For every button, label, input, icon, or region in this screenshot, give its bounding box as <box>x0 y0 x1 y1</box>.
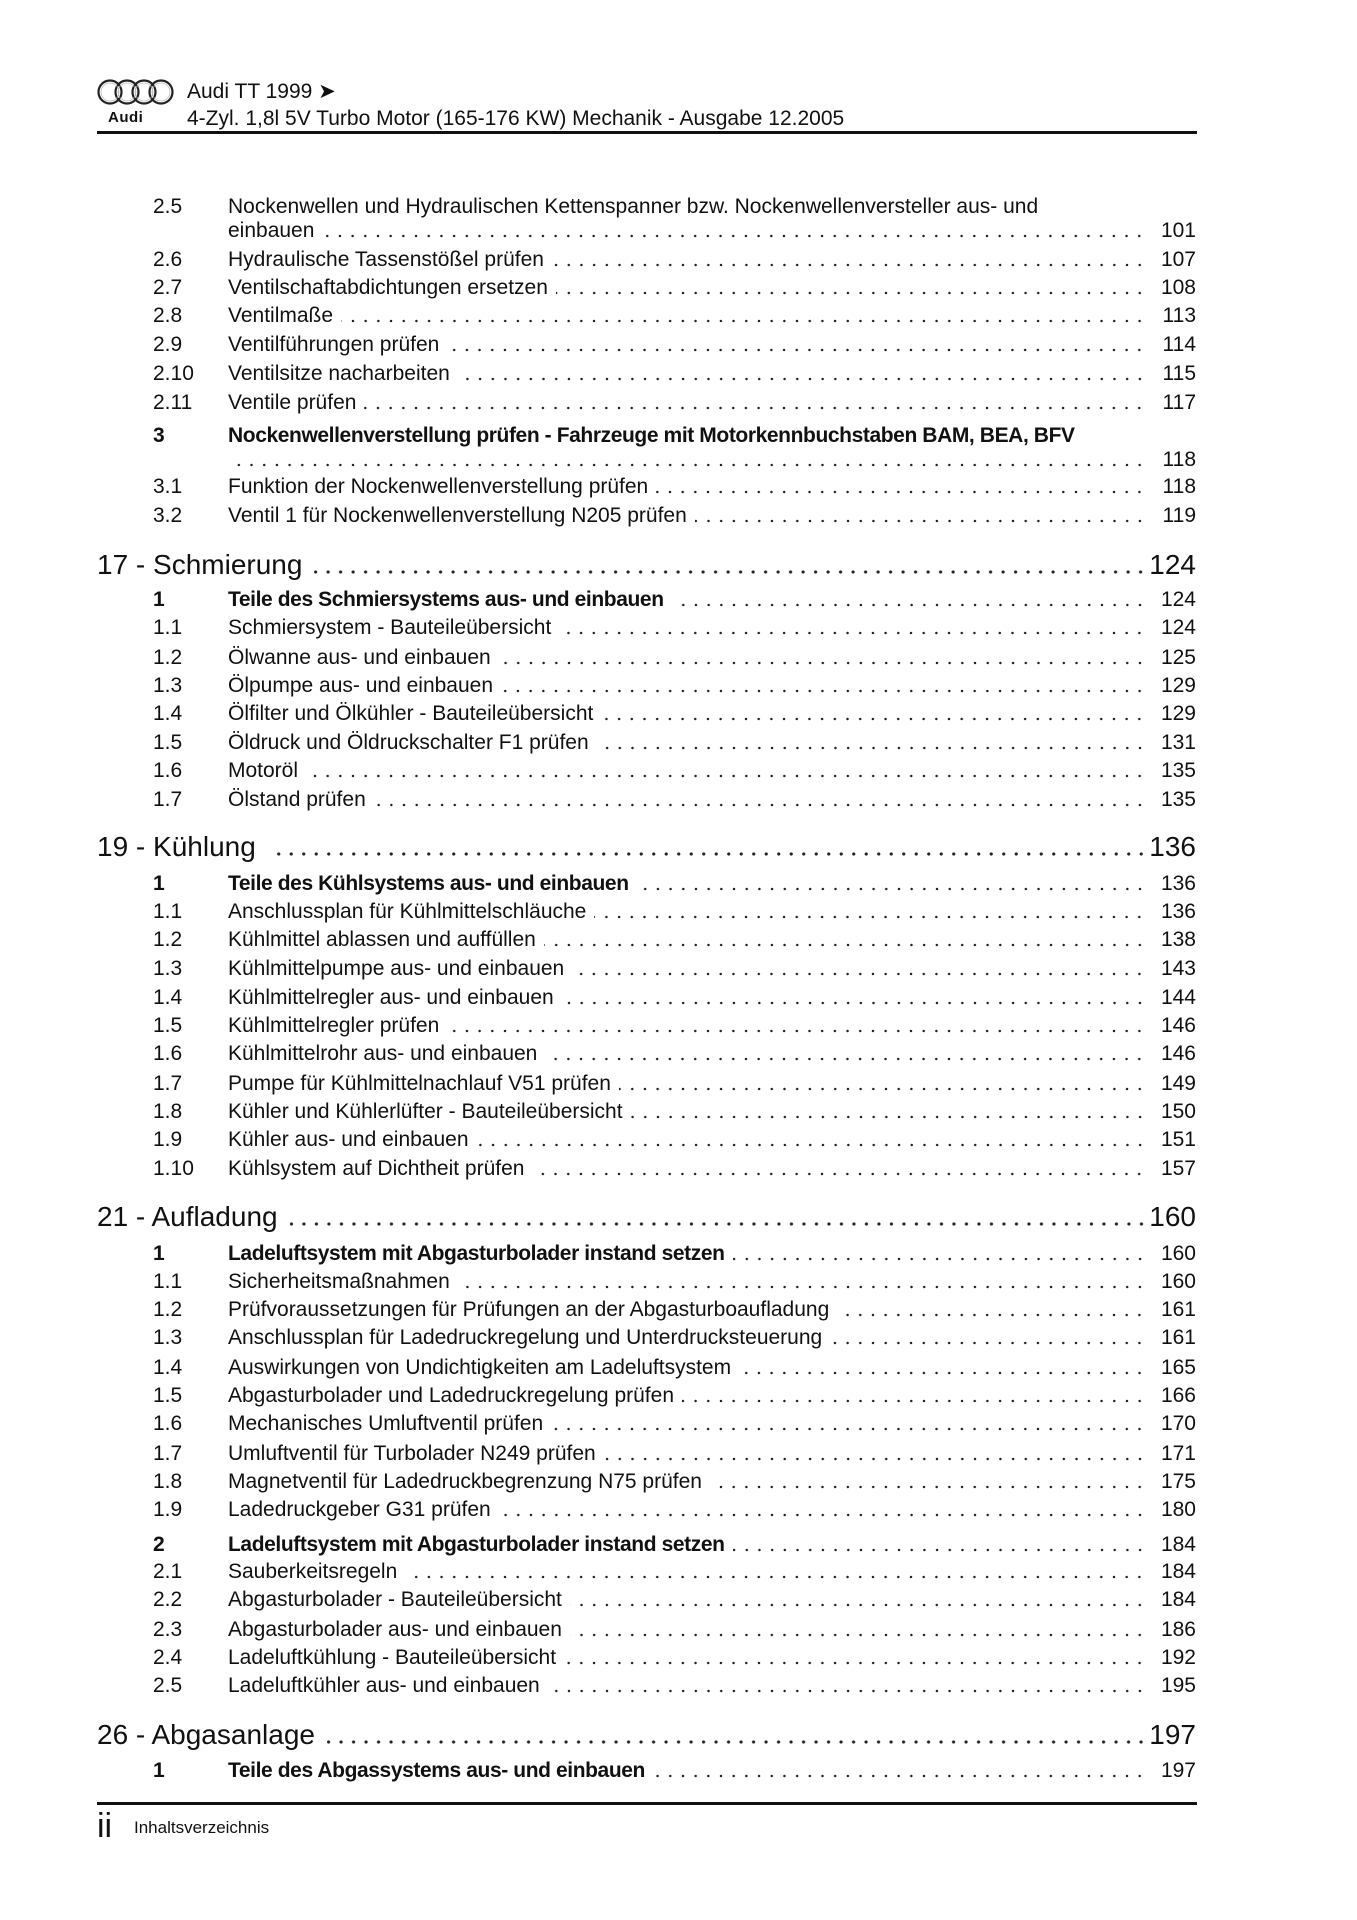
entry-title: Ölstand prüfen <box>228 788 366 811</box>
entry-number: 1.7 <box>153 1072 183 1095</box>
toc-entry-continuation[interactable] <box>97 217 1196 245</box>
entry-number: 2.9 <box>153 333 183 356</box>
toc-entry[interactable] <box>97 1070 1196 1098</box>
toc-section-heading[interactable] <box>97 586 1196 614</box>
entry-page: 135 <box>1160 759 1196 782</box>
entry-title: Ölpumpe aus- und einbauen <box>228 674 494 697</box>
toc-entry[interactable] <box>97 1558 1196 1586</box>
dot-leader <box>695 518 1146 524</box>
toc-entry[interactable] <box>97 1098 1196 1126</box>
dot-leader <box>562 1000 1146 1006</box>
entry-number: 1.3 <box>153 674 183 697</box>
footer-section-label: Inhaltsverzeichnis <box>134 1818 270 1837</box>
entry-page: 124 <box>1160 588 1196 611</box>
dot-leader <box>322 233 1146 239</box>
entry-number: 2.5 <box>153 1674 183 1697</box>
entry-title: Öldruck und Öldruckschalter F1 prüfen <box>228 731 589 754</box>
entry-number: 1.2 <box>153 1298 183 1321</box>
dot-leader <box>594 914 1146 920</box>
dot-leader <box>327 1738 1147 1746</box>
entry-title: Teile des Schmiersystems aus- und einbauen <box>228 588 664 611</box>
toc-entry[interactable] <box>97 644 1196 672</box>
entry-title: Ventilschaftabdichtungen ersetzen <box>228 276 548 299</box>
chapter-page: 197 <box>1149 1719 1196 1750</box>
entry-page: 118 <box>1162 475 1196 498</box>
header-model-title: Audi TT 1999 ➤ <box>187 80 336 103</box>
entry-page: 160 <box>1160 1242 1196 1265</box>
entry-page: 124 <box>1160 616 1196 639</box>
entry-page: 151 <box>1160 1128 1196 1151</box>
dot-leader <box>499 1512 1146 1518</box>
entry-title: Abgasturbolader aus- und einbauen <box>228 1618 562 1641</box>
entry-page: 197 <box>1160 1759 1196 1782</box>
dot-leader <box>532 1171 1146 1177</box>
entry-title: Abgasturbolader - Bauteileübersicht <box>228 1588 562 1611</box>
entry-title: Motoröl <box>228 759 299 782</box>
entry-page: 161 <box>1160 1326 1196 1349</box>
entry-number: 2.11 <box>153 391 193 414</box>
entry-page: 165 <box>1160 1356 1196 1379</box>
dot-leader <box>499 660 1146 666</box>
dot-leader <box>672 602 1146 608</box>
entry-page: 146 <box>1160 1042 1196 1065</box>
chapter-page: 124 <box>1149 549 1196 580</box>
entry-number: 1.1 <box>153 1270 183 1293</box>
entry-page: 118 <box>1162 448 1196 471</box>
entry-page: 192 <box>1160 1646 1196 1669</box>
toc-entry[interactable] <box>97 1040 1196 1068</box>
toc-entry[interactable] <box>97 360 1196 388</box>
toc-entry[interactable] <box>97 389 1196 417</box>
entry-page: 135 <box>1160 788 1196 811</box>
dot-leader <box>710 1484 1146 1490</box>
entry-title: Kühlmittel ablassen und auffüllen <box>228 928 536 951</box>
entry-page: 195 <box>1160 1674 1196 1697</box>
entry-title: Sicherheitsmaßnahmen <box>228 1270 450 1293</box>
dot-leader <box>447 1028 1146 1034</box>
entry-page: 184 <box>1160 1533 1196 1556</box>
toc-entry[interactable] <box>97 1012 1196 1040</box>
entry-page: 149 <box>1160 1072 1196 1095</box>
dot-leader <box>619 1086 1146 1092</box>
toc-entry[interactable] <box>97 274 1196 302</box>
toc-entry[interactable] <box>97 246 1196 274</box>
entry-page: 113 <box>1162 304 1196 327</box>
toc-entry[interactable] <box>97 1644 1196 1672</box>
dot-leader <box>314 568 1147 576</box>
dot-leader <box>374 802 1146 808</box>
header-rule <box>97 131 1197 134</box>
toc-entry[interactable] <box>97 1126 1196 1154</box>
entry-number: 1.2 <box>153 646 183 669</box>
entry-page: 184 <box>1160 1588 1196 1611</box>
entry-title: Kühlmittelpumpe aus- und einbauen <box>228 957 565 980</box>
chapter-title: 26 - Abgasanlage <box>97 1719 315 1750</box>
entry-title: Ventilführungen prüfen <box>228 333 440 356</box>
entry-number: 1.5 <box>153 1384 183 1407</box>
dot-leader <box>570 1602 1146 1608</box>
entry-number: 1 <box>153 588 165 611</box>
dot-leader <box>290 1220 1148 1228</box>
entry-number: 2.7 <box>153 276 183 299</box>
entry-title: Auswirkungen von Undichtigkeiten am Ladeluftsystem <box>228 1356 732 1379</box>
entry-page: 131 <box>1160 731 1196 754</box>
dot-leader <box>501 688 1146 694</box>
entry-number: 3 <box>153 424 165 447</box>
entry-number: 1.7 <box>153 788 183 811</box>
entry-page: 101 <box>1160 219 1196 242</box>
dot-leader <box>544 942 1146 948</box>
entry-number: 1.3 <box>153 957 183 980</box>
entry-number: 2.10 <box>153 362 194 385</box>
entry-title: Ventilsitze nacharbeiten <box>228 362 450 385</box>
dot-leader <box>364 405 1146 411</box>
entry-number: 2 <box>153 1533 165 1556</box>
entry-title: Ladeluftkühlung - Bauteileübersicht <box>228 1646 557 1669</box>
entry-title: Mechanisches Umluftventil prüfen <box>228 1412 544 1435</box>
dot-leader <box>631 1114 1146 1120</box>
entry-page: 136 <box>1160 900 1196 923</box>
toc-entry[interactable] <box>97 700 1196 728</box>
entry-number: 1 <box>153 1759 165 1782</box>
entry-title: Ventilmaße <box>228 304 334 327</box>
entry-number: 3.2 <box>153 504 183 527</box>
dot-leader <box>458 376 1146 382</box>
entry-title: Nockenwellen und Hydraulischen Kettenspanner bzw. Nockenwellenversteller aus- und <box>228 195 1039 218</box>
entry-number: 2.6 <box>153 248 183 271</box>
entry-page: 160 <box>1160 1270 1196 1293</box>
dot-leader <box>604 1456 1146 1462</box>
entry-number: 1.6 <box>153 1042 183 1065</box>
toc-entry[interactable] <box>97 926 1196 954</box>
toc-entry[interactable] <box>97 1155 1196 1183</box>
toc-entry[interactable] <box>97 729 1196 757</box>
toc-entry[interactable] <box>97 502 1196 530</box>
entry-number: 2.2 <box>153 1588 183 1611</box>
toc-entry[interactable] <box>97 331 1196 359</box>
dot-leader <box>733 1547 1146 1553</box>
toc-entry[interactable] <box>97 984 1196 1012</box>
entry-title: Anschlussplan für Ladedruckregelung und Unterdrucksteuerung <box>228 1326 823 1349</box>
entry-page: 166 <box>1160 1384 1196 1407</box>
entry-number: 1.5 <box>153 1014 183 1037</box>
dot-leader <box>637 886 1146 892</box>
entry-page: 138 <box>1160 928 1196 951</box>
chapter-title: 21 - Aufladung <box>97 1201 278 1232</box>
header-manual-subtitle: 4-Zyl. 1,8l 5V Turbo Motor (165-176 KW) Mechanik - Ausgabe 12.2005 <box>187 107 845 130</box>
entry-page: 115 <box>1162 362 1196 385</box>
footer-rule <box>97 1802 1197 1805</box>
entry-title: Ölwanne aus- und einbauen <box>228 646 491 669</box>
entry-page: 184 <box>1160 1560 1196 1583</box>
dot-leader <box>556 290 1146 296</box>
entry-page: 175 <box>1160 1470 1196 1493</box>
entry-title: Kühlmittelrohr aus- und einbauen <box>228 1042 538 1065</box>
toc-entry[interactable] <box>97 898 1196 926</box>
toc-entry[interactable] <box>97 1440 1196 1468</box>
toc-entry[interactable] <box>97 1468 1196 1496</box>
entry-number: 1.7 <box>153 1442 183 1465</box>
entry-page: 171 <box>1160 1442 1196 1465</box>
dot-leader <box>268 850 1147 858</box>
toc-entry[interactable] <box>97 757 1196 785</box>
toc-section-heading[interactable] <box>97 1757 1196 1785</box>
entry-page: 180 <box>1160 1498 1196 1521</box>
entry-title: Ladeluftsystem mit Abgasturbolader instand setzen <box>228 1242 725 1265</box>
dot-leader <box>597 745 1146 751</box>
entry-title: Ölfilter und Ölkühler - Bauteileübersicht <box>228 702 594 725</box>
dot-leader <box>306 773 1146 779</box>
dot-leader <box>830 1340 1146 1346</box>
entry-title: Ladedruckgeber G31 prüfen <box>228 1498 491 1521</box>
toc-entry[interactable] <box>97 302 1196 330</box>
chapter-page: 136 <box>1149 831 1196 862</box>
entry-number: 1.9 <box>153 1128 183 1151</box>
dot-leader <box>447 347 1146 353</box>
dot-leader <box>545 1056 1146 1062</box>
toc-entry[interactable] <box>97 786 1196 814</box>
dot-leader <box>733 1256 1146 1262</box>
toc-entry[interactable] <box>97 1586 1196 1614</box>
dot-leader <box>405 1574 1146 1580</box>
entry-title: Ventile prüfen <box>228 391 357 414</box>
dot-leader <box>570 1632 1146 1638</box>
toc-entry[interactable] <box>97 955 1196 983</box>
dot-leader <box>548 1688 1146 1694</box>
entry-number: 1.3 <box>153 1326 183 1349</box>
entry-title: Sauberkeitsregeln <box>228 1560 398 1583</box>
entry-title: Prüfvoraussetzungen für Prüfungen an der Abgasturboaufladung <box>228 1298 830 1321</box>
dot-leader <box>653 1773 1146 1779</box>
toc-entry[interactable] <box>97 1496 1196 1524</box>
toc-entry[interactable] <box>97 1410 1196 1438</box>
toc-entry[interactable] <box>97 1616 1196 1644</box>
toc-section-heading[interactable] <box>97 1240 1196 1268</box>
audi-wordmark: Audi <box>108 109 144 126</box>
entry-number: 1.2 <box>153 928 183 951</box>
entry-title: Kühler aus- und einbauen <box>228 1128 469 1151</box>
entry-title: Kühlmittelregler aus- und einbauen <box>228 986 554 1009</box>
entry-page: 119 <box>1162 504 1196 527</box>
entry-number: 1.1 <box>153 616 183 639</box>
entry-number: 2.1 <box>153 1560 183 1583</box>
dot-leader <box>552 262 1146 268</box>
entry-number: 2.3 <box>153 1618 183 1641</box>
toc-chapter-heading[interactable] <box>97 1200 1196 1234</box>
entry-title: Anschlussplan für Kühlmittelschläuche <box>228 900 587 923</box>
entry-title: Kühlmittelregler prüfen <box>228 1014 440 1037</box>
entry-number: 3.1 <box>153 475 183 498</box>
entry-title: Umluftventil für Turbolader N249 prüfen <box>228 1442 596 1465</box>
dot-leader <box>656 489 1146 495</box>
entry-title: Abgasturbolader und Ladedruckregelung prüfen <box>228 1384 674 1407</box>
toc-chapter-heading[interactable] <box>97 830 1196 864</box>
toc-section-heading[interactable] <box>97 870 1196 898</box>
entry-number: 2.4 <box>153 1646 183 1669</box>
entry-number: 1.8 <box>153 1100 183 1123</box>
toc-entry[interactable] <box>97 1324 1196 1352</box>
dot-leader <box>572 971 1146 977</box>
entry-number: 1.1 <box>153 900 183 923</box>
entry-title: Pumpe für Kühlmittelnachlauf V51 prüfen <box>228 1072 611 1095</box>
dot-leader <box>458 1284 1146 1290</box>
chapter-title: 19 - Kühlung <box>97 831 256 862</box>
entry-page: 144 <box>1160 986 1196 1009</box>
dot-leader <box>837 1312 1146 1318</box>
entry-page: 136 <box>1160 872 1196 895</box>
toc-section-heading[interactable] <box>97 1531 1196 1559</box>
entry-title: Magnetventil für Ladedruckbegrenzung N75 prüfen <box>228 1470 702 1493</box>
toc-entry[interactable] <box>97 1382 1196 1410</box>
entry-title: Ladeluftsystem mit Abgasturbolader instand setzen <box>228 1533 725 1556</box>
chapter-title: 17 - Schmierung <box>97 549 303 580</box>
entry-title: Nockenwellenverstellung prüfen - Fahrzeuge mit Motorkennbuchstaben BAM, BEA, BFV <box>228 424 1075 447</box>
entry-number: 1 <box>153 872 165 895</box>
entry-title: Ladeluftkühler aus- und einbauen <box>228 1674 540 1697</box>
entry-title: Teile des Abgassystems aus- und einbauen <box>228 1759 645 1782</box>
footer-page-number: ii <box>97 1807 113 1845</box>
entry-title: Funktion der Nockenwellenverstellung prüfen <box>228 475 649 498</box>
entry-number: 1.4 <box>153 1356 183 1379</box>
dot-leader <box>564 1660 1146 1666</box>
entry-title: Teile des Kühlsystems aus- und einbauen <box>228 872 629 895</box>
toc-chapter-heading[interactable] <box>97 1718 1196 1752</box>
entry-number: 1.4 <box>153 986 183 1009</box>
entry-title: Kühlsystem auf Dichtheit prüfen <box>228 1157 525 1180</box>
chapter-page: 160 <box>1149 1201 1196 1232</box>
toc-entry[interactable] <box>97 672 1196 700</box>
entry-page: 170 <box>1160 1412 1196 1435</box>
entry-page: 146 <box>1160 1014 1196 1037</box>
entry-title: Hydraulische Tassenstößel prüfen <box>228 248 544 271</box>
entry-page: 129 <box>1160 674 1196 697</box>
entry-number: 1 <box>153 1242 165 1265</box>
entry-number: 1.9 <box>153 1498 183 1521</box>
entry-title: Schmiersystem - Bauteileübersicht <box>228 616 552 639</box>
entry-title: einbauen <box>228 219 315 242</box>
entry-page: 186 <box>1160 1618 1196 1641</box>
toc-entry[interactable] <box>97 1354 1196 1382</box>
entry-number: 1.5 <box>153 731 183 754</box>
toc-entry[interactable] <box>97 614 1196 642</box>
toc-entry[interactable] <box>97 1296 1196 1324</box>
entry-number: 1.6 <box>153 759 183 782</box>
dot-leader <box>341 318 1146 324</box>
entry-title: Kühler und Kühlerlüfter - Bauteileübersicht <box>228 1100 623 1123</box>
entry-page: 107 <box>1160 248 1196 271</box>
dot-leader <box>601 716 1146 722</box>
entry-number: 1.10 <box>153 1157 194 1180</box>
entry-number: 1.6 <box>153 1412 183 1435</box>
dot-leader <box>739 1370 1146 1376</box>
entry-page: 143 <box>1160 957 1196 980</box>
entry-number: 1.8 <box>153 1470 183 1493</box>
entry-page: 129 <box>1160 702 1196 725</box>
dot-leader <box>559 630 1146 636</box>
audi-logo <box>97 79 175 127</box>
toc-entry[interactable] <box>97 1268 1196 1296</box>
dot-leader <box>682 1398 1146 1404</box>
entry-number: 2.8 <box>153 304 183 327</box>
dot-leader <box>551 1426 1146 1432</box>
entry-page: 150 <box>1160 1100 1196 1123</box>
entry-page: 117 <box>1162 391 1196 414</box>
entry-page: 157 <box>1160 1157 1196 1180</box>
entry-page: 161 <box>1160 1298 1196 1321</box>
toc-entry-continuation[interactable] <box>97 446 1196 474</box>
entry-page: 108 <box>1160 276 1196 299</box>
toc-entry[interactable] <box>97 1672 1196 1700</box>
entry-page: 114 <box>1162 333 1196 356</box>
toc-chapter-heading[interactable] <box>97 548 1196 582</box>
dot-leader <box>477 1142 1146 1148</box>
entry-title: Ventil 1 für Nockenwellenverstellung N205 prüfen <box>228 504 687 527</box>
toc-entry[interactable] <box>97 473 1196 501</box>
entry-number: 1.4 <box>153 702 183 725</box>
dot-leader <box>234 462 1146 468</box>
entry-number: 2.5 <box>153 195 183 218</box>
entry-page: 125 <box>1160 646 1196 669</box>
